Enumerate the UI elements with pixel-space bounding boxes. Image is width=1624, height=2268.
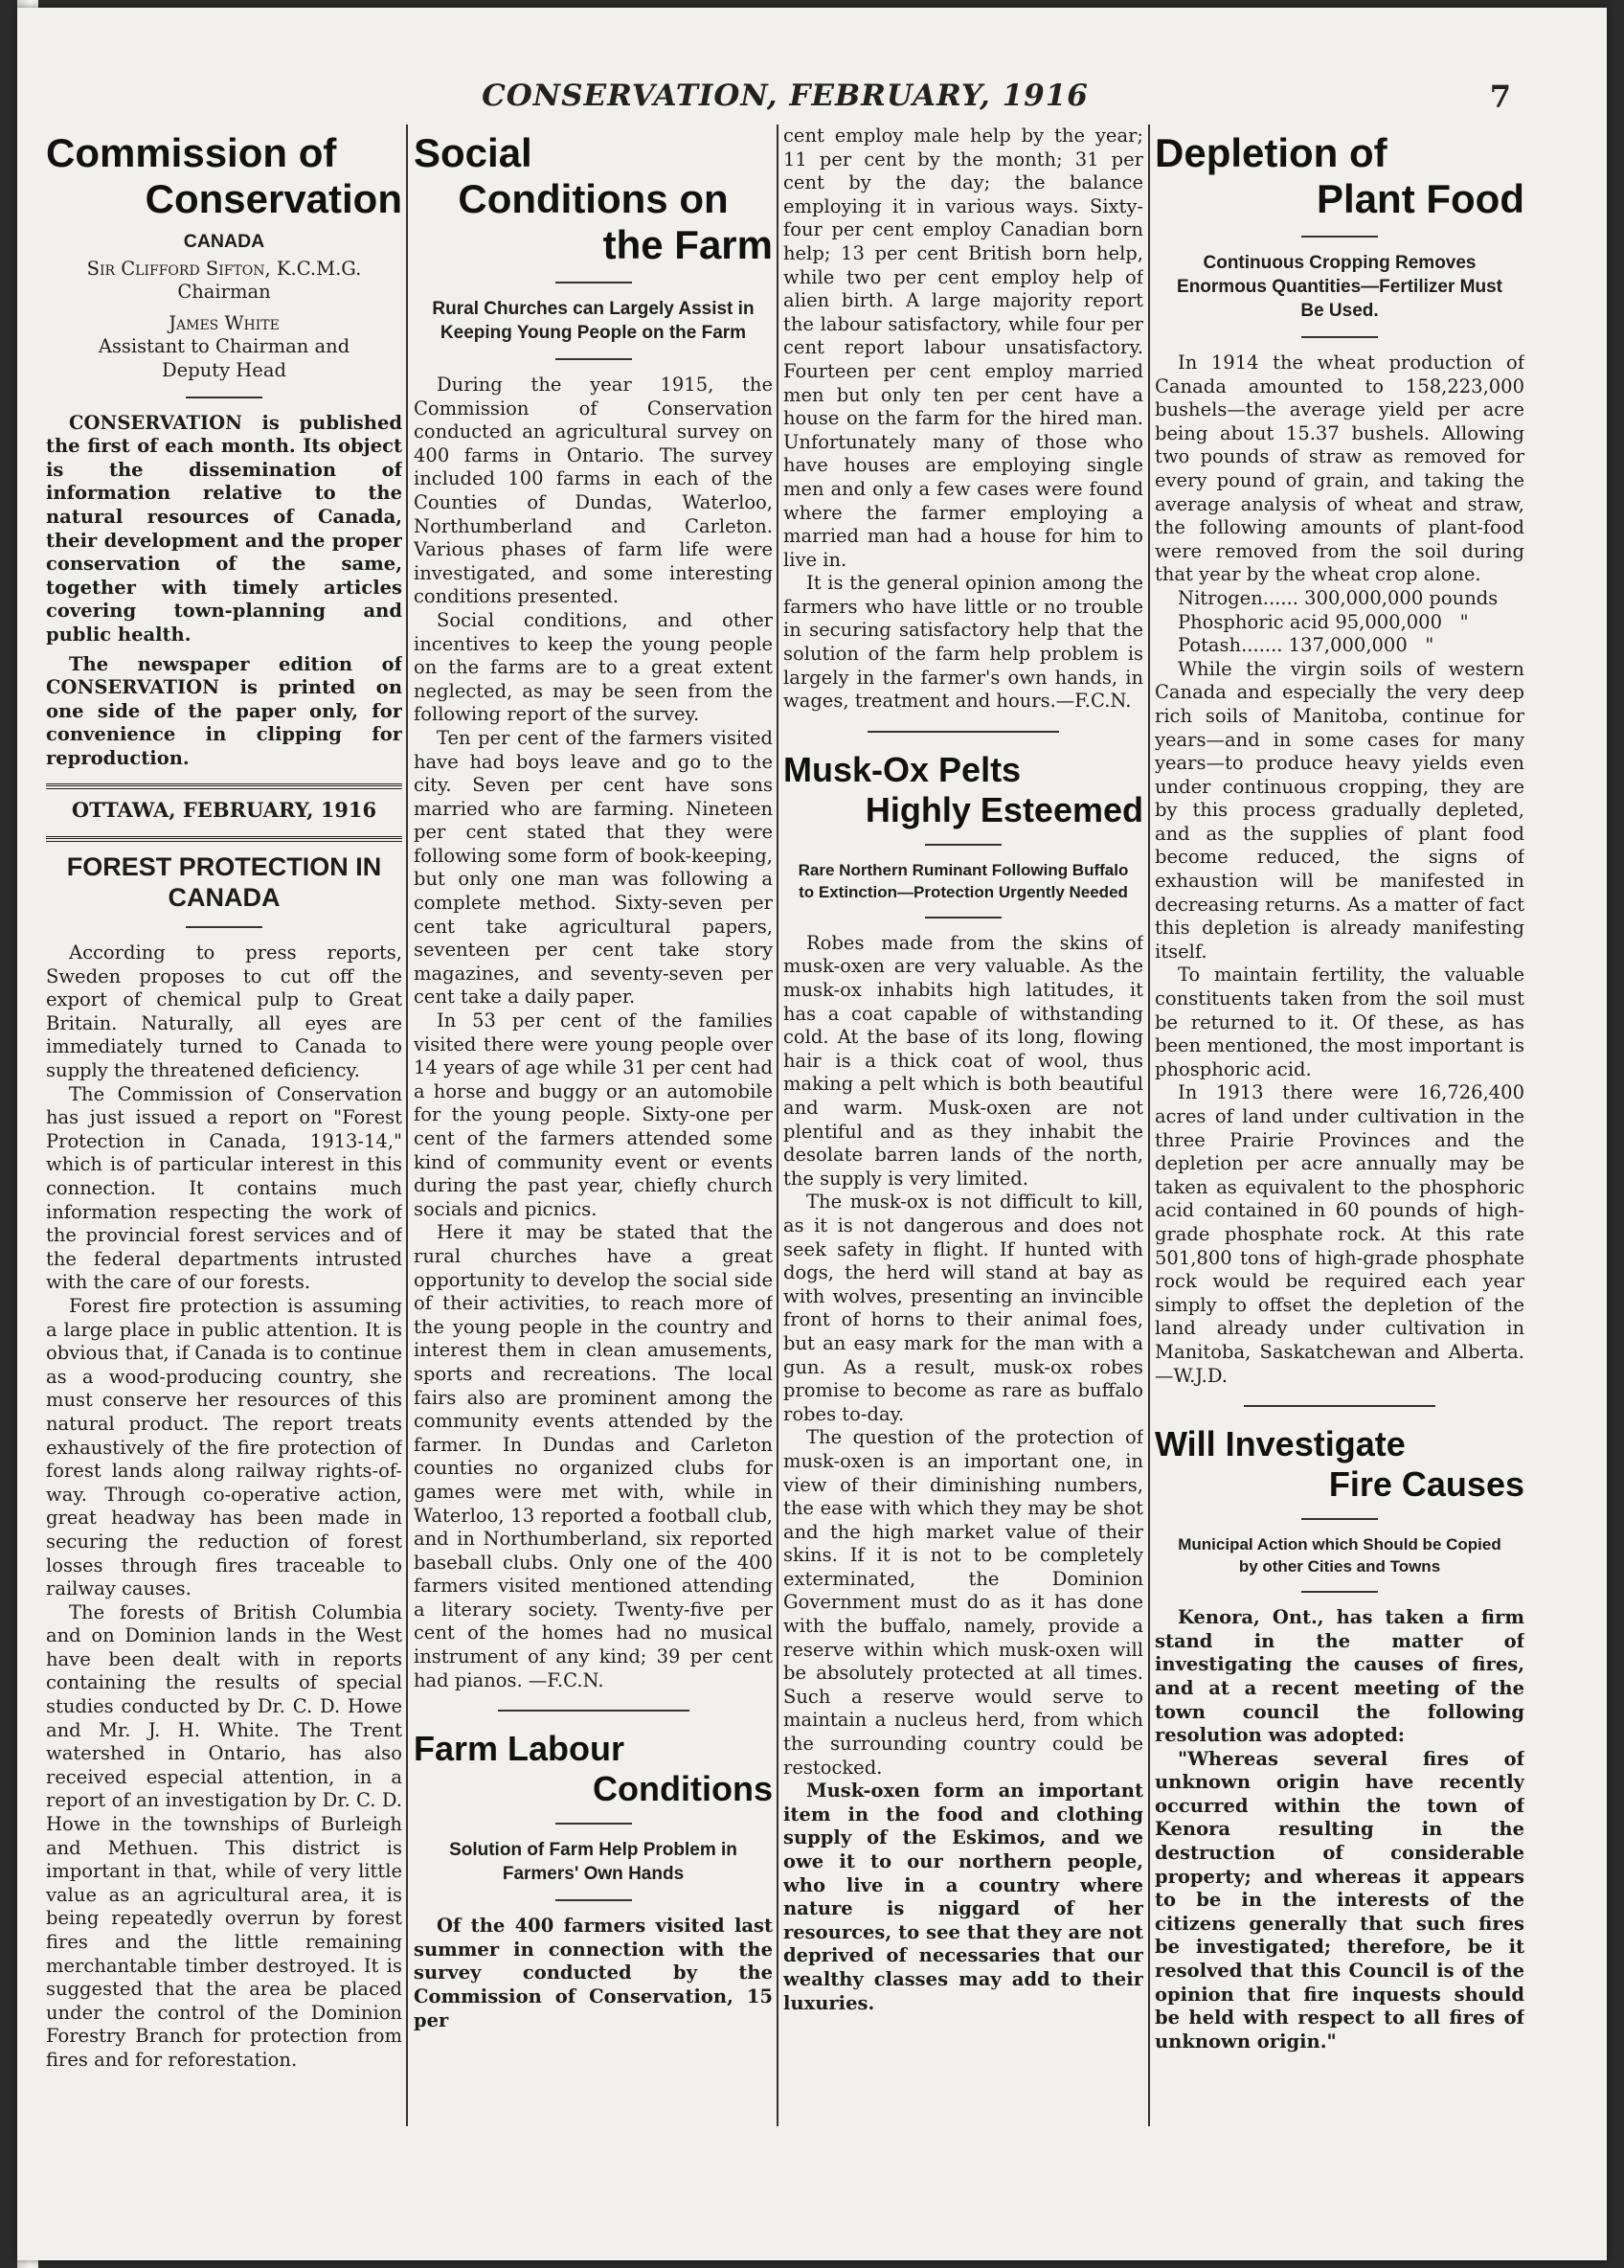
page-header-title: CONSERVATION, FEBRUARY, 1916	[482, 79, 1089, 113]
article-paragraph: The forests of British Columbia and on Dominion lands in the West have been dealt with in reports containing the results of special studies conducted by Dr. C. D. Howe and Mr. J. H. White. The Trent watershed in Ontario, has also received especial attention, in a report of an investigation by Dr. C. D. Howe in the townships of Burleigh and Methuen. This district is important in that, while of very little value as an agricultural area, it is being repeatedly overrun by forest fires and the little remaining merchantable timber destroyed. It is suggested that the area be placed under the control of the Dominion Forestry Branch for protection from fires and for reforestation.	[46, 1600, 402, 2071]
divider	[498, 1710, 689, 1712]
page-number: 7	[1489, 79, 1511, 115]
depletion-title	[1155, 130, 1524, 222]
article-paragraph: Here it may be stated that the rural churches have a great opportunity to develop the social side of their activities, to reach more of the young people in the country and interest them in clean amusements, sports and recreations. The local fairs also are prominent among the community events attended by the farmer. In Dundas and Carleton counties no organized clubs for games were met with, while in Waterloo, 13 reported a football club, and in Northumberland, six reported baseball clubs. Only one of the 400 farmers visited mentioned attending a literary society. Twenty-five per cent of the homes had no musical instrument of any kind; 39 per cent had pianos. —F.C.N.	[414, 1221, 773, 1691]
column-rule	[1148, 125, 1150, 2126]
article-paragraph: cent employ male help by the year; 11 per cent by the month; 31 per cent by the day; the balance employing it in various ways. Sixty-four per cent employ Canadian born help; 13 per cent British born help, while two per cent employ help of alien birth. A large majority report the labour satisfactory, while four per cent report labour unsatisfactory. Fourteen per cent employ married men but only ten per cent have a house on the farm for the hired man. Unfortunately many of those who have houses are employing single men and only a few cases were found where the farmer employing a married man had a house for him to live in.	[783, 125, 1143, 571]
assistant-name: James White	[169, 311, 280, 334]
article-paragraph: In 1914 the wheat production of Canada amounted to 158,223,000 bushels—the average yield per acre being about 15.37 bushels. Allowing two pounds of straw as removed for every pound of grain, and taking the average analysis of wheat and straw, the following amounts of plant-food were removed from the soil during that year by the wheat crop alone.	[1155, 352, 1524, 586]
article-paragraph: According to press reports, Sweden proposes to cut off the export of chemical pulp to Great Britain. Naturally, all eyes are immediately turned to Canada to supply the threatened deficiency.	[46, 941, 402, 1082]
title-line: Conditions	[593, 1769, 773, 1809]
newspaper-edition-info: The newspaper edition of CONSERVATION is printed on one side of the paper only, for convenience in clipping for reproduction.	[46, 652, 402, 769]
fire-causes-title	[1155, 1424, 1524, 1505]
article-subtitle: Solution of Farm Help Problem in Farmers' Own Hands	[449, 1840, 737, 1885]
social-conditions-title	[414, 130, 773, 268]
chairman-name: Sir Clifford Sifton, K.C.M.G.	[86, 257, 362, 280]
divider	[555, 282, 632, 284]
column-3	[783, 125, 1143, 2126]
article-subtitle: Municipal Action which Should be Copied by other Cities and Towns	[1178, 1535, 1501, 1576]
title-line: Plant Food	[1317, 176, 1524, 221]
divider	[1301, 1591, 1378, 1593]
divider	[1301, 336, 1378, 338]
article-paragraph: Forest fire protection is assuming a large place in public attention. It is obvious that, if Canada is to continue as a wood-producing country, she must conserve her resources of this natural product. The report treats exhaustively of the fire protection of forest lands along railway rights-of-way. Through co-operative action, great headway has been made in securing the reduction of forest losses through fires traceable to railway causes.	[46, 1294, 402, 1600]
commission-title-line-2: Conservation	[145, 176, 402, 221]
article-paragraph: In 53 per cent of the families visited there were young people over 14 years of age while 31 per cent had a horse and buggy or an automobile for the young people. Sixty-one per cent of the farmers attended some kind of community event or events during the past year, chiefly church socials and picnics.	[414, 1009, 773, 1220]
plant-food-table-row: Potash....... 137,000,000 "	[1178, 634, 1434, 657]
article-paragraph: To maintain fertility, the valuable constituents taken from the soil must be returned to it. Of these, as has been mentioned, the most important is phosphoric acid.	[1155, 964, 1524, 1080]
column-rule	[777, 125, 778, 2126]
article-paragraph: The musk-ox is not difficult to kill, as it is not dangerous and does not seek safety in flight. If hunted with dogs, the herd will stand at bay as with wolves, presenting an invincible front of horns to their animal foes, but an easy mark for the man with a gun. As a result, musk-ox robes promise to become as rare as buffalo robes to-day.	[783, 1191, 1143, 1425]
article-paragraph: Social conditions, and other incentives to keep the young people on the farms are to a great extent neglected, as may be seen from the following report of the survey.	[414, 608, 773, 726]
double-rule	[46, 836, 402, 842]
commission-title	[46, 130, 402, 222]
article-paragraph: While the virgin soils of western Canada and especially the very deep rich soils of Manitoba, continue for years—and in some cases for many years—to produce heavy yields even under continuous cropping, they are by this process gradually depleted, and as the supplies of plant food become reduced, the signs of exhaustion will be manifested in decreasing returns. As a matter of fact this depletion is already manifesting itself.	[1155, 657, 1524, 963]
title-line: Will Investigate	[1155, 1424, 1406, 1464]
title-line: Musk-Ox Pelts	[783, 749, 1022, 789]
column-rule	[406, 125, 408, 2126]
forest-protection-title: FOREST PROTECTION IN CANADA	[66, 852, 382, 913]
title-line: Highly Esteemed	[865, 789, 1143, 829]
article-paragraph: Musk-oxen form an important item in the food and clothing supply of the Eskimos, and we owe it to our northern people, who live in a country where nature is niggard of her resources, to see that they are not deprived of necessaries that our wealthy classes may add to their luxuries.	[783, 1780, 1143, 2014]
country-label: CANADA	[183, 231, 265, 252]
plant-food-table-row: Phosphoric acid 95,000,000 "	[1178, 610, 1469, 633]
title-line: Social	[414, 130, 532, 175]
title-line: Farm Labour	[414, 1729, 625, 1769]
divider	[555, 358, 632, 360]
article-subtitle: Continuous Cropping Removes Enormous Quantities—Fertilizer Must Be Used.	[1177, 253, 1502, 321]
farm-labour-title	[414, 1729, 773, 1809]
divider	[925, 917, 1002, 919]
commission-title-line-1: Commission of	[46, 130, 337, 175]
column-1	[46, 125, 402, 2126]
article-paragraph: Of the 400 farmers visited last summer in connection with the survey conducted by the Commission of Conservation, 15 per	[414, 1915, 773, 2031]
divider	[555, 1899, 632, 1901]
divider	[868, 731, 1059, 733]
column-2	[414, 125, 773, 2126]
divider	[1301, 1518, 1378, 1520]
divider	[186, 397, 262, 398]
article-paragraph: In 1913 there were 16,726,400 acres of land under cultivation in the three Prairie Provinces and the depletion per acre annually may be taken as equivalent to the phosphoric acid contained in 60 pounds of high-grade phosphate rock. At this rate 501,800 tons of high-grade phosphate rock would be required each year simply to offset the depletion of the land already under cultivation in Manitoba, Saskatchewan and Alberta.—W.J.D.	[1155, 1081, 1524, 1387]
divider	[186, 926, 262, 928]
article-paragraph: During the year 1915, the Commission of Conservation conducted an agricultural survey on 400 farms in Ontario. The survey included 100 farms in each of the Counties of Dundas, Waterloo, Northumberland and Carleton. Various phases of farm life were investigated, and some interesting conditions presented.	[414, 374, 773, 608]
publication-info: CONSERVATION is published the first of each month. Its object is the dissemination of information relative to the natural resources of Canada, their development and the proper conservation of the same, together with timely articles covering town-planning and public health.	[46, 411, 402, 646]
title-line: Depletion of	[1155, 130, 1387, 175]
article-paragraph: It is the general opinion among the farmers who have little or no trouble in securing satisfactory help that the solution of the farm help problem is largely in the farmer's own hands, in wages, treatment and hours.—F.C.N.	[783, 572, 1143, 713]
article-paragraph: Ten per cent of the farmers visited have had boys leave and go to the city. Seven per cent have sons married who are farming. Nineteen per cent stated that they were following some form of book-keeping, but only one man was following a complete method. Sixty-seven per cent take agricultural papers, seventeen per cent take story magazines, and seventy-seven per cent take a daily paper.	[414, 726, 773, 1009]
article-paragraph: "Whereas several fires of unknown origin have recently occurred within the town of Kenora resulting in the destruction of considerable property; and whereas it appears to be in the interests of the citizens generally that such fires be investigated; therefore, be it resolved that this Council is of the opinion that fire inquests should be held with respect to all fires of unknown origin."	[1155, 1747, 1524, 2053]
title-line: Conditions on	[458, 176, 729, 221]
chairman-role: Chairman	[177, 281, 271, 304]
article-subtitle: Rare Northern Ruminant Following Buffalo to Extinction—Protection Urgently Needed	[798, 860, 1129, 901]
article-paragraph: The Commission of Conservation has just issued a report on "Forest Protection in Canada, 1913-14," which is of particular interest in this connection. It contains much information respecting the work of the provincial forest services and of the federal departments intrusted with the care of our forests.	[46, 1082, 402, 1294]
divider	[925, 844, 1002, 846]
column-4	[1155, 125, 1524, 2126]
musk-ox-title	[783, 750, 1143, 830]
assistant-role: Assistant to Chairman and Deputy Head	[98, 335, 350, 381]
article-paragraph: Kenora, Ont., has taken a firm stand in the matter of investigating the causes of fires, and at a recent meeting of the town council the following resolution was adopted:	[1155, 1606, 1524, 1747]
double-rule	[46, 783, 402, 789]
divider	[1301, 236, 1378, 238]
title-line: Fire Causes	[1328, 1464, 1524, 1505]
article-paragraph: Robes made from the skins of musk-oxen are very valuable. As the musk-ox inhabits high latitudes, it has a coat capable of withstanding cold. At the base of its long, flowing hair is a thick coat of wool, thus making a pelt which is both beautiful and warm. Musk-oxen are not plentiful and as they inhabit the desolate barren lands of the north, the supply is very limited.	[783, 931, 1143, 1190]
plant-food-table-row: Nitrogen...... 300,000,000 pounds	[1178, 586, 1499, 609]
title-line: the Farm	[602, 222, 773, 267]
divider	[555, 1823, 632, 1825]
divider	[1244, 1405, 1435, 1407]
article-paragraph: The question of the protection of musk-oxen is an important one, in view of their diminishing numbers, the ease with which they may be shot and the high market value of their skins. If it is not to be completely exterminated, the Dominion Government must do as it has done with the buffalo, namely, provide a reserve within which musk-oxen will be absolutely protected at all times. Such a reserve would serve to maintain a nucleus herd, from which the surrounding country could be restocked.	[783, 1426, 1143, 1779]
article-subtitle: Rural Churches can Largely Assist in Keeping Young People on the Farm	[432, 299, 755, 343]
dateline: OTTAWA, FEBRUARY, 1916	[71, 798, 377, 823]
